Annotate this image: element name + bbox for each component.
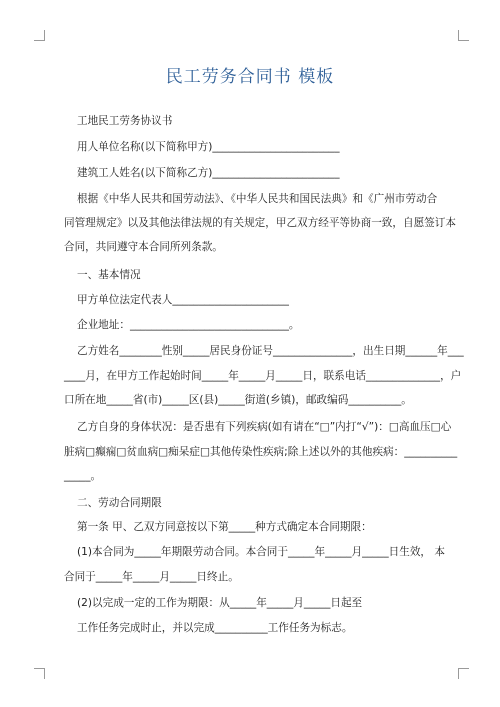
corner-mark-bottom-left	[34, 668, 45, 679]
health-status-line-1: 乙方自身的身体状况：是否患有下列疾病(如有请在“□”内打“√”)：□高血压□心	[77, 421, 452, 433]
term-option-2-line-2: 工作任务完成时止，并以完成__________工作任务为标志。	[77, 622, 353, 634]
agreement-heading: 工地民工劳务协议书	[77, 115, 173, 127]
worker-name-line: 建筑工人姓名(以下简称乙方)________________________	[77, 167, 340, 179]
worker-info-line-1: 乙方姓名________性别_____居民身份证号_______________，出生日期______年___	[77, 345, 464, 357]
health-status-line-2: 脏病□癫痫□贫血病□痴呆症□其他传染性疾病;除上述以外的其他疾病：__________	[64, 446, 458, 458]
corner-mark-top-right	[458, 30, 469, 41]
section-contract-term-heading: 二、劳动合同期限	[77, 497, 162, 509]
term-option-2-line-1: (2)以完成一定的工作为期限：从_____年_____月_____日起至	[77, 597, 363, 609]
worker-info-line-2: ____月，在甲方工作起始时间_____年_____月_____日，联系电话______________，户	[64, 370, 462, 382]
section-basic-info-heading: 一、基本情况	[77, 269, 141, 281]
corner-mark-top-left	[34, 30, 45, 41]
document-title: 民工劳务合同书 模板	[165, 67, 335, 87]
company-address-line: 企业地址：______________________________。	[77, 319, 300, 331]
legal-representative-line: 甲方单位法定代表人______________________	[77, 294, 289, 306]
preamble-line-3: 合同，共同遵守本合同所列条款。	[64, 241, 223, 253]
term-option-1-line-2: 合同于_____年_____月_____日终止。	[64, 571, 239, 583]
preamble-line-1: 根据《中华人民共和国劳动法》、《中华人民共和国民法典》和《广州市劳动合	[77, 193, 438, 205]
health-status-line-3: _____。	[64, 470, 102, 482]
corner-mark-bottom-right	[458, 668, 469, 679]
term-option-1-line-1: (1)本合同为_____年期限劳动合同。本合同于_____年_____月_____日生效， 本	[77, 546, 445, 558]
employer-name-line: 用人单位名称(以下简称甲方)________________________	[77, 141, 340, 153]
article-one-line: 第一条 甲、乙双方同意按以下第_____种方式确定本合同期限：	[77, 521, 372, 533]
preamble-line-2: 同管理规定》以及其他法律法规的有关规定，甲乙双方经平等协商一致，自愿签订本	[64, 217, 456, 229]
worker-info-line-3: 口所在地_____省(市)_____区(县)_____街道(乡镇)，邮政编码__________。	[64, 394, 412, 406]
